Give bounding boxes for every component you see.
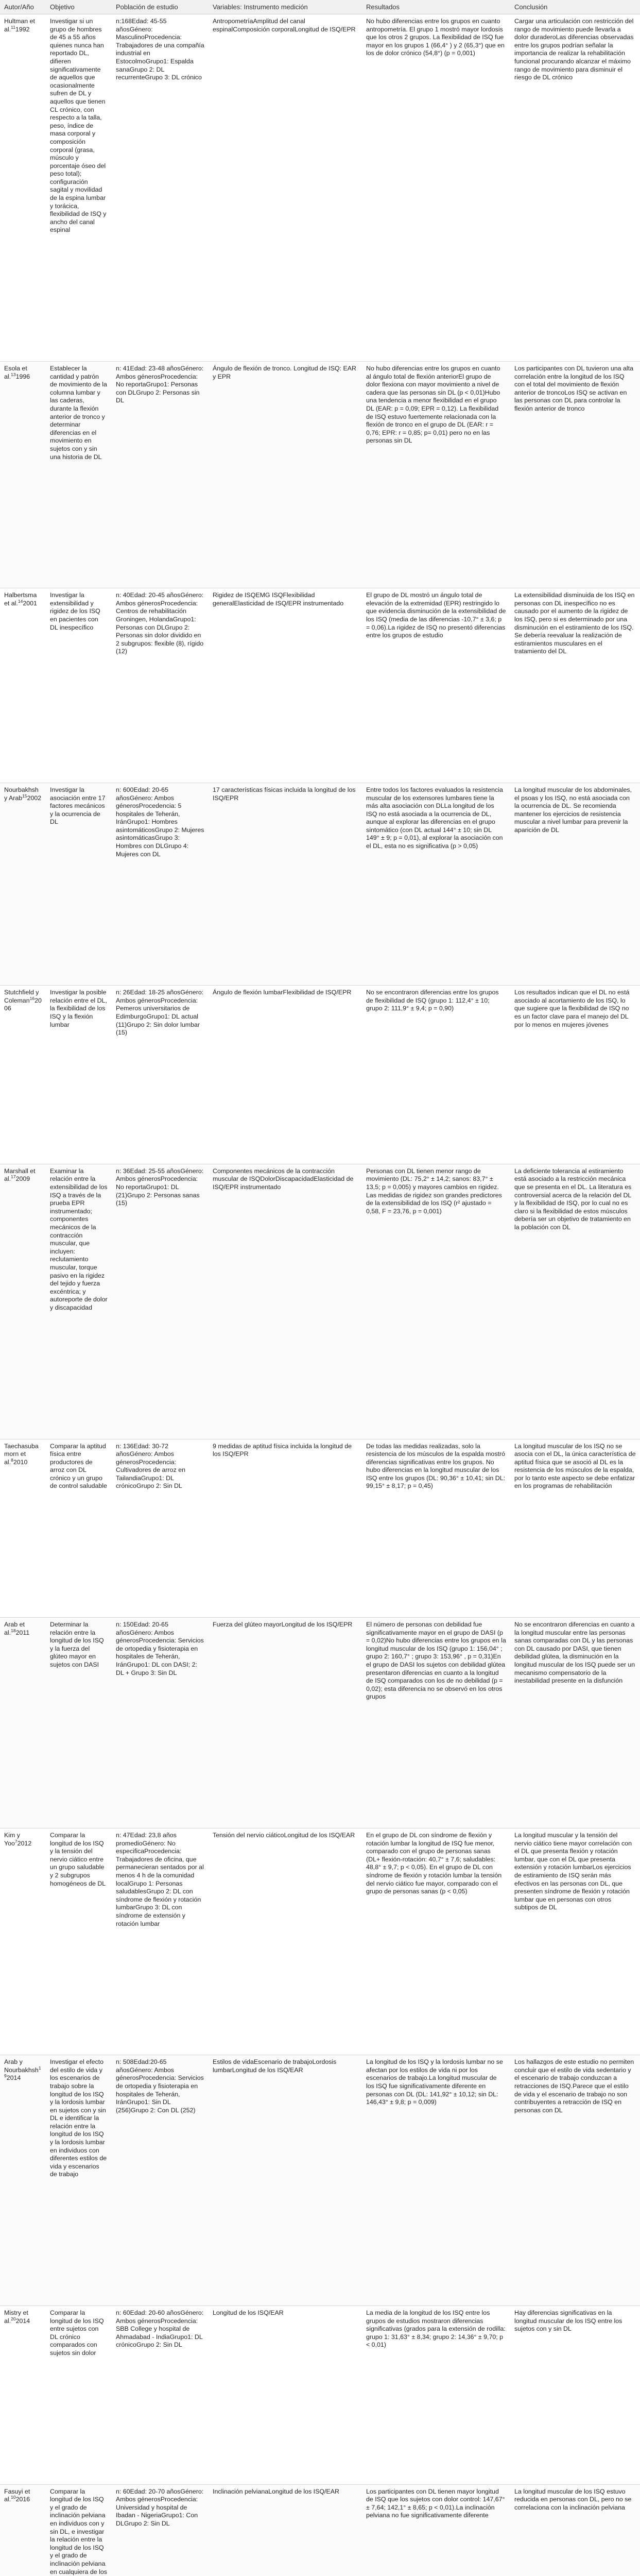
author-name: Kim y Yoo — [4, 1832, 20, 1847]
author-name: Taechasubamorn et al. — [4, 1442, 39, 1466]
publication-year: 2016 — [15, 2496, 30, 2503]
author-name: Stutchfield y Coleman — [4, 989, 39, 1004]
cell-author — [0, 1618, 46, 1828]
cell-conclusion: Cargar una articulación con restricción del rango de movimiento puede llevarla a dolor duraderoLas diferencias observadas entre los grupos podrían señalar la importancia de realizar la rehabilitación funcional procurando alcanzar el máximo rango de movimiento para disminuir el riesgo de DL crónico — [510, 14, 640, 362]
publication-year: 2012 — [17, 1839, 32, 1847]
table-row — [0, 1828, 640, 2055]
author-name: Hultman et al. — [4, 18, 35, 33]
cell-variables: 9 medidas de aptitud física incluida la longitud de los ISQ/EPR — [209, 1439, 362, 1618]
publication-year: 2001 — [23, 599, 37, 607]
cell-conclusion: No se encontraron diferencias en cuanto a la longitud muscular entre las personas sanas comparadas con DL y las personas con DL causado por DASI, que tienen debilidad glútea, la disminución en la longitud muscular de los ISQ puede ser un mecanismo compensatorio de la inestabilidad presente en la disfunción — [510, 1618, 640, 1828]
cell-variables: Ángulo de flexión de tronco. Longitud de ISQ: EAR y EPR — [209, 362, 362, 588]
cell-objective: Investigar el efecto del estilo de vida y los escenarios de trabajo sobre la longitud de los ISQ y la lordosis lumbar en sujetos con y sin DL e identificar la relación entre la longitud de los ISQ y la lordosis lumbar en individuos con diferentes estilos de vida y escenarios de trabajo — [46, 2055, 112, 2306]
author-name: Mistry et al. — [4, 2309, 28, 2325]
header-results: Resultados — [362, 0, 510, 14]
cell-population: n: 47Edad: 23,8 años promedioGénero: No especificaProcedencia: Trabajadores de oficina, que permanecieran sentados por al menos 4 h de la comunidad localGrupo 1: Personas saludablesGrupo 2: DL con síndrome de flexión y rotación lumbarGrupo 3: DL con síndrome de extensión y rotación lumbar — [112, 1828, 209, 2055]
cell-objective: Investigar si un grupo de hombres de 45 a 55 años quienes nunca han reportado DL, difieren significativamente de aquellos que ocasionalmente sufren de DL y aquellos que tienen CL crónico, con respecto a la talla, peso, índice de masa corporal y composición corporal (grasa, músculo y porcentaje óseo del peso total); configuración sagital y movilidad de la espina lumbar y torácica, flexibilidad de ISQ y ancho del canal espinal — [46, 14, 112, 362]
reference-number: 11 — [11, 24, 15, 30]
cell-objective: Establecer la cantidad y patrón de movimiento de la columna lumbar y las caderas, durante la flexión anterior de tronco y determinar diferencias en el movimiento en sujetos con y sin una historia de DL — [46, 362, 112, 588]
cell-variables: Rigidez de ISQEMG ISQFlexibilidad generalElasticidad de ISQ/EPR instrumentado — [209, 588, 362, 783]
reference-number: 15 — [22, 793, 27, 799]
cell-conclusion: La longitud muscular y la tensión del nervio ciático tiene mayor correlación con el DL que presenta flexión y rotación lumbar, que con el DL que presenta extensión y rotación lumbarLos ejercicios de estiramiento de ISQ serán más efectivos en las personas con DL, que presenten síndrome de flexión y rotación lumbar que en personas con otros subtipos de DL — [510, 1828, 640, 2055]
cell-objective: Comparar la longitud de los ISQ y la tensión del nervio ciático entre un grupo saludable y 2 subgrupos homogéneos de DL — [46, 1828, 112, 2055]
header-objective: Objetivo — [46, 0, 112, 14]
author-name: Marshall et al. — [4, 1167, 36, 1183]
cell-objective: Investigar la extensibilidad y rigidez de los ISQ en pacientes con DL inespecífico — [46, 588, 112, 783]
cell-results: Los participantes con DL tienen mayor longitud de ISQ que los sujetos con dolor control: 147,67° ± 7,64; 142,1° ± 8,65; p < 0,01).La inclinación pelviana no fue significativamente diferente — [362, 2484, 510, 2576]
reference-number: 13 — [11, 371, 16, 377]
author-name: Esola et al. — [4, 365, 27, 380]
table-row — [0, 1164, 640, 1439]
cell-author — [0, 986, 46, 1164]
publication-year: 2014 — [15, 2317, 30, 2325]
publication-year: 2014 — [6, 2074, 21, 2082]
table-row — [0, 362, 640, 588]
cell-author — [0, 1828, 46, 2055]
cell-conclusion: Los resultados indican que el DL no está asociado al acortamiento de los ISQ, lo que sugiere que la flexibilidad de ISQ no es un factor clave para el manejo del DL por lo menos en mujeres jóvenes — [510, 986, 640, 1164]
cell-variables: Longitud de los ISQ/EAR — [209, 2306, 362, 2485]
cell-results: No hubo diferencias entre los grupos en cuanto antropometría. El grupo 1 mostró mayor lordosis que los otros 2 grupos. La flexibilidad de ISQ fue mayor en los grupos 1 (66,4° ) y 2 (65,3°) que en los de dolor crónico (54,8°) (p = 0,001) — [362, 14, 510, 362]
header-row — [0, 0, 640, 14]
cell-population: n: 41Edad: 23-48 añosGénero: Ambos génerosProcedencia: No reportaGrupo1: Personas con DLGrupo 2: Personas sin DL — [112, 362, 209, 588]
cell-population: n: 60Edad: 20-60 añosGénero: Ambos génerosProcedencia: SBB College y hospital de Ahmadabad - IndiaGrupo1: DL crónicoGrupo 2: Sin DL — [112, 2306, 209, 2485]
cell-population: n: 136Edad: 30-72 añosGénero: Ambos génerosProcedencia: Cultivadores de arroz en TailandiaGrupo1: DL crónicoGrupo 2: Sin DL — [112, 1439, 209, 1618]
author-name: Arab et al. — [4, 1621, 25, 1636]
author-name: Fasuyi et al. — [4, 2487, 30, 2503]
author-name: Halbertsma et al. — [4, 591, 37, 607]
reference-number: 18 — [11, 1628, 16, 1633]
cell-variables: Estilos de vidaEscenario de trabajoLordosis lumbarLongitud de los ISQ/EAR — [209, 2055, 362, 2306]
cell-results: No se encontraron diferencias entre los grupos de flexibilidad de ISQ (grupo 1: 112,4° ± 10; grupo 2: 111,9° ± 9,4; p = 0,90) — [362, 986, 510, 1164]
cell-conclusion: Los hallazgos de este estudio no permiten concluir que el estilo de vida sedentario y el escenario de trabajo conduzcan a retracciones de ISQ.Parece que el estilo de vida y el escenario de trabajo no son contribuyentes a retracción de ISQ en personas con DL — [510, 2055, 640, 2306]
cell-objective: Examinar la relación entre la extensibilidad de los ISQ a través de la prueba EPR instrumentado; componentes mecánicos de la contracción muscular, que incluyen: reclutamiento muscular, torque pasivo en la rigidez del tejido y fuerza excéntrica; y autoreporte de dolor y discapacidad — [46, 1164, 112, 1439]
cell-objective: Investigar la posible relación entre el DL, la flexibilidad de los ISQ y la flexión lumbar — [46, 986, 112, 1164]
table-row — [0, 783, 640, 985]
publication-year: 1992 — [15, 25, 30, 33]
publication-year: 2002 — [27, 794, 42, 802]
cell-results: El número de personas con debilidad fue significativamente mayor en el grupo de DASI (p = 0,02)No hubo diferencias entre los grupos en la longitud muscular de los ISQ (grupo 1: 156,04° ; grupo 2: 160,7° ; grupo 3: 153,96° , p = 0,31)En el grupo de DASI los sujetos con debilidad glútea presentaron diferencias en cuanto a la longitud de ISQ comparados con los de no debilidad (p = 0,02); esta diferencia no se observó en los otros grupos — [362, 1618, 510, 1828]
cell-author — [0, 362, 46, 588]
publication-year: 2011 — [15, 1629, 30, 1636]
table-body — [0, 14, 640, 2576]
cell-objective: Determinar la relación entre la longitud de los ISQ y la fuerza del glúteo mayor en sujetos con DASI — [46, 1618, 112, 1828]
cell-results: Personas con DL tienen menor rango de movimiento (DL: 75,2° ± 14,2; sanos: 83,7° ± 13,5; p = 0,005) y mayores cambios en rigidez. Las medidas de rigidez son grandes predictores de la extensibilidad de los ISQ (r² ajustado = 0,58, F = 23,76, p = 0,001) — [362, 1164, 510, 1439]
reference-number: 17 — [11, 1174, 16, 1180]
table-row — [0, 986, 640, 1164]
publication-year: 2006 — [4, 996, 42, 1012]
cell-author — [0, 783, 46, 985]
reference-number: 7 — [14, 1838, 18, 1844]
cell-population: n: 40Edad: 20-45 añosGénero: Ambos génerosProcedencia: Centros de rehabilitación Groningen, HolandaGrupo1: Personas con DLGrupo 2: Personas sin dolor dividido en 2 subgrupos: flexible (8), rígido (12) — [112, 588, 209, 783]
table-row — [0, 2306, 640, 2485]
cell-conclusion: La longitud muscular de los abdominales, el psoas y los ISQ, no está asociada con la ocurrencia de DL. Se recomienda mantener los ejercicios de resistencia muscular a nivel lumbar para prevenir la aparición de DL — [510, 783, 640, 985]
cell-results: En el grupo de DL con síndrome de flexión y rotación lumbar la longitud de ISQ fue menor, comparado con el grupo de personas sanas (DL+ flexión-rotación: 40,7° ± 7,6; saludables: 48,8° ± 9,7; p < 0,05). En el grupo de DL con síndrome de flexión y rotación lumbar la tensión del nervio ciático fue mayor, comparado con el grupo de personas sanas (p < 0,05) — [362, 1828, 510, 2055]
cell-conclusion: Los participantes con DL tuvieron una alta correlación entre la longitud de los ISQ con el total del movimiento de flexión anterior de troncoLos ISQ se activan en las personas con DL para controlar la flexión anterior de tronco — [510, 362, 640, 588]
cell-variables: Inclinación pelvianaLongitud de los ISQ/EAR — [209, 2484, 362, 2576]
cell-variables: Componentes mecánicos de la contracción muscular de ISQDolorDiscapacidadElasticidad de ISQ/EPR instrumentado — [209, 1164, 362, 1439]
cell-variables: Tensión del nervio ciáticoLongitud de los ISQ/EAR — [209, 1828, 362, 2055]
cell-author — [0, 1439, 46, 1618]
cell-objective: Comparar la aptitud física entre productores de arroz con DL crónico y un grupo de control saludable — [46, 1439, 112, 1618]
cell-population: n: 26Edad: 18-25 añosGénero: Ambos génerosProcedencia: Pemeros universitarios de EdimburgoGrupo1: DL actual (11)Grupo 2: Sin dolor lumbar (15) — [112, 986, 209, 1164]
cell-variables: 17 características físicas incluida la longitud de los ISQ/EPR — [209, 783, 362, 985]
table-row — [0, 2484, 640, 2576]
publication-year: 1996 — [15, 372, 30, 380]
cell-population: n: 150Edad: 20-65 añosGénero: Ambos génerosProcedencia: Servicios de ortopedia y fisioterapia en hospitales de Teherán, IránGrupo1: DL con DASI; 2: DL + Grupo 3: Sin DL — [112, 1618, 209, 1828]
cell-conclusion: La longitud muscular de los ISQ estuvo reducida en personas con DL, pero no se correlaciona con la inclinación pelviana — [510, 2484, 640, 2576]
header-population: Población de estudio — [112, 0, 209, 14]
cell-author — [0, 14, 46, 362]
header-author: Autor/Año — [0, 0, 46, 14]
header-conclusion: Conclusión — [510, 0, 640, 14]
table-row — [0, 2055, 640, 2306]
table-row — [0, 1439, 640, 1618]
publication-year: 2009 — [15, 1175, 30, 1183]
cell-results: No hubo diferencias entre los grupos en cuanto al ángulo total de flexión anteriorEl grupo de dolor flexiona con mayor movimiento a nivel de cadera que las personas sin DL (p < 0,01)Hubo una tendencia a menor flexibilidad en el grupo DL (EAR: p = 0,09; EPR = 0,12). La flexibilidad de ISQ estuvo fuertemente relacionada con la flexión de tronco en el grupo de DL (EAR: r = 0,76; EPR: r = 0,85; p= 0,01) pero no en las personas sin DL — [362, 362, 510, 588]
table-row — [0, 14, 640, 362]
cell-population: n: 600Edad: 20-65 añosGénero: Ambos génerosProcedencia: 5 hospitales de Teherán, IránGrupo1: Hombres asintomáticosGrupo 2: Mujeres asintomáticasGrupo 3: Hombres con DLGrupo 4: Mujeres con DL — [112, 783, 209, 985]
cell-conclusion: Hay diferencias significativas en la longitud muscular de los ISQ entre los sujetos con y sin DL — [510, 2306, 640, 2485]
cell-results: La longitud de los ISQ y la lordosis lumbar no se afectan por los estilos de vida ni por los escenarios de trabajo.La longitud muscular de los ISQ fue significativamente diferente en personas con DL (DL: 141,92° ± 10,12; sin DL: 146,43° ± 9,8; p = 0,009) — [362, 2055, 510, 2306]
cell-objective: Comparar la longitud de los ISQ entre sujetos con DL crónico comparados con sujetos sin dolor — [46, 2306, 112, 2485]
cell-author — [0, 1164, 46, 1439]
cell-conclusion: La longitud muscular de los ISQ no se asocia con el DL, la única característica de aptitud física que se asoció al DL es la resistencia de los músculos de la espalda, por lo tanto este aspecto se debe enfatizar en los programas de rehabilitación — [510, 1439, 640, 1618]
cell-results: Entre todos los factores evaluados la resistencia muscular de los extensores lumbares tiene la más alta asociación con DLLa longitud de los ISQ no está asociada a la ocurrencia de DL, aunque al explorar las diferencias en el grupo sintomático (con DL actual 144° ± 10; sin DL 149° ± 9; p = 0,01), al explorar la asociación con el DL, esta no es significativa (p > 0,05) — [362, 783, 510, 985]
cell-variables: Fuerza del glúteo mayorLongitud de los ISQ/EPR — [209, 1618, 362, 1828]
cell-variables: AntropometríaAmplitud del canal espinalComposición corporalLongitud de ISQ/EPR — [209, 14, 362, 362]
cell-conclusion: La deficiente tolerancia al estiramiento está asociado a la restricción mecánica que se presenta en el DL. La literatura es controversial acerca de la relación del DL y la flexibilidad de ISQ, por lo cual no es claro si la flexibilidad de estos músculos debería ser un objetivo de tratamiento en la población con DL — [510, 1164, 640, 1439]
cell-objective: Comparar la longitud de los ISQ y el grado de inclinación pelviana en individuos con y sin DL, e investigar la relación entre la longitud de los ISQ y el grado de inclinación pelviana en cualquiera de los — [46, 2484, 112, 2576]
cell-author — [0, 588, 46, 783]
table-row — [0, 588, 640, 783]
reference-number: 20 — [11, 2316, 16, 2321]
header-variables: Variables: Instrumento medición — [209, 0, 362, 14]
cell-author — [0, 2484, 46, 2576]
publication-year: 2010 — [13, 1458, 28, 1466]
cell-variables: Ángulo de flexión lumbarFlexibilidad de ISQ/EPR — [209, 986, 362, 1164]
cell-results: El grupo de DL mostró un ángulo total de elevación de la extremidad (EPR) restringido lo que evidencia disminución de la extensibilidad de los ISQ (media de las diferencias -10,7° ± 3,6; p = 0,06).La rigidez de ISQ no presentó diferencias entre los grupos de estudio — [362, 588, 510, 783]
cell-results: De todas las medidas realizadas, solo la resistencia de los músculos de la espalda mostró diferencias significativas entre los grupos. No hubo diferencias en la longitud muscular de los ISQ entre los grupos (DL: 90,36° ± 10,41; sin DL: 99,15° ± 8,17; p = 0,45) — [362, 1439, 510, 1618]
cell-results: La media de la longitud de los ISQ entre los grupos de estudios mostraron diferencias significativas (grados para la extensión de rodilla: grupo 1: 31,63° ± 8,34; grupo 2: 14,36° ± 9,70; p < 0,01) — [362, 2306, 510, 2485]
reference-number: 10 — [11, 2495, 16, 2500]
cell-population: n: 36Edad: 25-55 añosGénero: Ambos génerosProcedencia: No reportaGrupo1: DL (21)Grupo 2: Personas sanas (15) — [112, 1164, 209, 1439]
reference-number: 8 — [11, 1457, 13, 1463]
author-name: Arab y Nourbakhsh — [4, 2058, 39, 2074]
cell-author — [0, 2306, 46, 2485]
cell-author — [0, 2055, 46, 2306]
table-header — [0, 0, 640, 14]
reference-number: 14 — [18, 598, 23, 604]
author-name: Nourbakhsh y Arab — [4, 786, 39, 802]
cell-population: n: 60Edad: 20-70 añosGénero: Ambos génerosProcedencia: Universidad y hospital de Ibadan - NigeriaGrupo1: Con DLGrupo 2: Sin DL — [112, 2484, 209, 2576]
cell-conclusion: La extensibilidad disminuida de los ISQ en personas con DL inespecífico no es causado por el aumento de la rigidez de los ISQ, pero si es determinado por una disminución en el estiramiento de los ISQ. Se debería reevaluar la realización de estiramientos musculares en el tratamiento del DL — [510, 588, 640, 783]
table-row — [0, 1618, 640, 1828]
reference-number: 16 — [29, 995, 35, 1001]
cell-population: n:168Edad: 45-55 añosGénero: MasculinoProcedencia: Trabajadores de una compañía industrial en EstocolmoGrupo1: Espalda sanaGrupo 2: DL recurrenteGrupo 3: DL crónico — [112, 14, 209, 362]
cell-population: n: 508Edad:20-65 añosGénero: Ambos génerosProcedencia: Servicios de ortopedia y fisioterapia en hospitales de Teherán, IránGrupo1: Sin DL (256)Grupo 2: Con DL (252) — [112, 2055, 209, 2306]
cell-objective: Investigar la asociación entre 17 factores mecánicos y la ocurrencia de DL — [46, 783, 112, 985]
reference-number: 19 — [4, 2065, 41, 2079]
